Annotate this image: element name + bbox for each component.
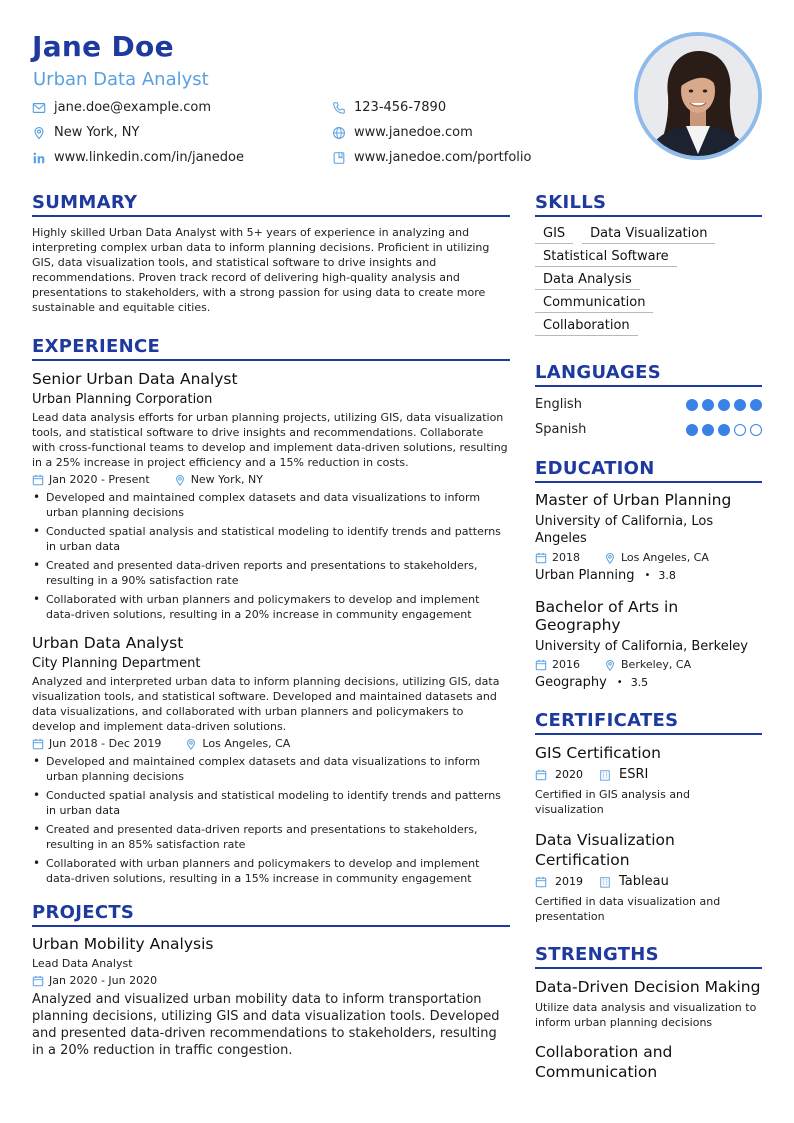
gpa-row xyxy=(535,675,762,690)
job-location: Los Angeles, CA xyxy=(202,737,291,750)
candidate-name: Jane Doe xyxy=(32,30,174,63)
proficiency-dot-empty xyxy=(750,424,762,436)
job-location: New York, NY xyxy=(190,473,263,486)
gpa-value: 3.8 xyxy=(658,569,676,582)
list-item: • Created and presented data-driven reports and presentations to stakeholders, resulting in an 85% satisfaction rate xyxy=(32,822,510,852)
skills-heading: SKILLS xyxy=(535,192,762,217)
calendar-icon xyxy=(32,738,44,750)
job-title: Senior Urban Data Analyst xyxy=(32,370,238,388)
left-column xyxy=(32,192,510,1059)
proficiency-dot-filled xyxy=(718,399,730,411)
project-role: Lead Data Analyst xyxy=(32,957,133,970)
field-of-study: Urban Planning xyxy=(535,568,635,583)
strengths-heading: STRENGTHS xyxy=(535,944,762,969)
summary-section xyxy=(32,192,510,315)
skill-tag: Data Visualization xyxy=(582,225,715,244)
proficiency-dot-filled xyxy=(702,424,714,436)
contact-portfolio[interactable] xyxy=(332,150,532,165)
phone-icon xyxy=(332,101,346,115)
projects-heading: PROJECTS xyxy=(32,902,510,927)
certificates-heading: CERTIFICATES xyxy=(535,710,762,735)
contact-email[interactable] xyxy=(32,100,211,115)
calendar-icon xyxy=(535,769,547,781)
portrait-image xyxy=(638,36,758,156)
certificate-year: 2020 xyxy=(555,768,583,781)
proficiency-dot-empty xyxy=(734,424,746,436)
linkedin-text: www.linkedin.com/in/janedoe xyxy=(54,150,244,165)
education-entry xyxy=(535,491,762,583)
proficiency-dot-filled xyxy=(702,399,714,411)
list-item: • Created and presented data-driven reports and presentations to stakeholders, resulting in a 90% satisfaction rate xyxy=(32,558,510,588)
strength-entry xyxy=(535,1042,762,1082)
list-item: • Conducted spatial analysis and statistical modeling to identify trends and patterns in urban data xyxy=(32,524,510,554)
education-section xyxy=(535,458,762,690)
right-column xyxy=(535,192,762,1082)
skill-tag: Statistical Software xyxy=(535,248,677,267)
bookmark-icon xyxy=(332,151,346,165)
map-pin-icon xyxy=(604,552,616,564)
certificate-issuer: ESRI xyxy=(619,767,649,782)
phone-text: 123-456-7890 xyxy=(354,100,447,115)
proficiency-dot-filled xyxy=(718,424,730,436)
map-pin-icon xyxy=(604,659,616,671)
graduation-year: 2016 xyxy=(552,658,580,671)
proficiency-dots xyxy=(686,424,762,436)
list-item: • Developed and maintained complex datasets and data visualizations to inform urban planning decisions xyxy=(32,754,510,784)
job-description: Analyzed and interpreted urban data to inform planning decisions, utilizing GIS, data visualization tools, and statistical software. Developed and maintained datasets and data visualizations, and collaborated with urban planners and policymakers to develop and implement data-driven solutions. xyxy=(32,675,500,733)
certificates-section xyxy=(535,710,762,924)
calendar-icon xyxy=(535,659,547,671)
gpa-value: 3.5 xyxy=(630,676,649,689)
job-dates: Jun 2018 - Dec 2019 xyxy=(49,737,162,750)
envelope-icon xyxy=(32,101,46,115)
language-name: English xyxy=(535,397,582,412)
list-item: • Developed and maintained complex datasets and data visualizations to inform urban planning decisions xyxy=(32,490,510,520)
calendar-icon xyxy=(535,876,547,888)
location-text: New York, NY xyxy=(54,125,140,140)
portfolio-text: www.janedoe.com/portfolio xyxy=(354,150,532,165)
contact-location xyxy=(32,125,139,140)
map-pin-icon xyxy=(32,126,46,140)
skill-tag: Collaboration xyxy=(535,317,638,336)
email-text: jane.doe@example.com xyxy=(54,100,212,115)
certificate-entry xyxy=(535,830,762,924)
project-dates: Jan 2020 - Jun 2020 xyxy=(49,974,158,987)
skills-section xyxy=(535,192,762,340)
certificate-name: Data Visualization Certification xyxy=(535,831,675,869)
experience-entry xyxy=(32,370,510,622)
job-bullets xyxy=(32,490,510,622)
graduation-year: 2018 xyxy=(552,551,580,564)
degree-name: Bachelor of Arts in Geography xyxy=(535,598,679,634)
job-company: City Planning Department xyxy=(32,656,201,671)
profile-photo xyxy=(634,32,762,160)
project-description: Analyzed and visualized urban mobility data to inform transportation planning decisions, utilizing GIS and data visualization tools. Developed and presented data-driven recommendations to stakeholders, resulting in a 20% reduction in traffic congestion. xyxy=(32,992,500,1058)
calendar-icon xyxy=(535,552,547,564)
languages-list xyxy=(535,392,762,442)
list-item: • Conducted spatial analysis and statistical modeling to identify trends and patterns in urban data xyxy=(32,788,510,818)
job-title: Urban Data Analyst xyxy=(32,634,184,652)
linkedin-icon xyxy=(32,151,46,165)
strength-name: Data-Driven Decision Making xyxy=(535,978,761,996)
proficiency-dot-filled xyxy=(686,399,698,411)
job-description: Lead data analysis efforts for urban planning projects, utilizing GIS, data visualization tools, and statistical software to drive insights and recommendations. Collaborate with cross-functional teams to develop and implement data-driven solutions, resulting in a 25% increase in project efficiency and a 15% reduction in costs. xyxy=(32,411,508,469)
list-item: • Collaborated with urban planners and policymakers to develop and implement data-driven solutions, resulting in a 15% increase in community engagement xyxy=(32,856,510,886)
certificate-meta xyxy=(535,767,762,782)
certificate-name: GIS Certification xyxy=(535,744,661,762)
resume-header xyxy=(32,30,772,170)
projects-section xyxy=(32,902,510,1059)
education-meta xyxy=(535,658,762,671)
school-location: Los Angeles, CA xyxy=(621,551,709,564)
summary-heading: SUMMARY xyxy=(32,192,510,217)
language-row xyxy=(535,392,762,417)
building-icon xyxy=(599,769,611,781)
contact-website[interactable] xyxy=(332,125,473,140)
certificate-meta xyxy=(535,874,762,889)
contact-linkedin[interactable] xyxy=(32,150,244,165)
building-icon xyxy=(599,876,611,888)
certificate-description: Certified in data visualization and presentation xyxy=(535,895,721,923)
map-pin-icon xyxy=(174,474,186,486)
proficiency-dot-filled xyxy=(686,424,698,436)
project-meta xyxy=(32,974,510,987)
strengths-section xyxy=(535,944,762,1082)
job-meta xyxy=(32,737,510,750)
website-text: www.janedoe.com xyxy=(354,125,473,140)
globe-icon xyxy=(332,126,346,140)
certificate-issuer: Tableau xyxy=(619,874,669,889)
experience-entry xyxy=(32,634,510,886)
gpa-row xyxy=(535,568,762,583)
degree-name: Master of Urban Planning xyxy=(535,491,732,509)
certificate-description: Certified in GIS analysis and visualization xyxy=(535,788,691,816)
job-meta xyxy=(32,473,510,486)
skill-tag: GIS xyxy=(535,225,573,244)
skill-tag: Data Analysis xyxy=(535,271,640,290)
school-name: University of California, Berkeley xyxy=(535,639,748,654)
proficiency-dot-filled xyxy=(734,399,746,411)
certificate-entry xyxy=(535,743,762,817)
experience-section xyxy=(32,336,510,886)
candidate-title: Urban Data Analyst xyxy=(33,69,209,90)
strength-name: Collaboration and Communication xyxy=(535,1043,673,1081)
project-name: Urban Mobility Analysis xyxy=(32,935,214,953)
summary-text: Highly skilled Urban Data Analyst with 5+ years of experience in analyzing and interpreting complex urban data to inform planning decisions. Proficient in utilizing GIS, data visualization tools, and statistical software to drive insights and recommendations. Proven track record of delivering high-quality analysis and presentations to stakeholders, with a strong passion for using data to create more sustainable and equitable cities. xyxy=(32,226,490,314)
school-location: Berkeley, CA xyxy=(621,658,692,671)
certificate-year: 2019 xyxy=(555,875,583,888)
separator-dot: • xyxy=(644,570,651,581)
languages-heading: LANGUAGES xyxy=(535,362,762,387)
languages-section xyxy=(535,362,762,442)
experience-heading: EXPERIENCE xyxy=(32,336,510,361)
calendar-icon xyxy=(32,975,44,987)
strength-entry xyxy=(535,977,762,1030)
language-name: Spanish xyxy=(535,422,587,437)
calendar-icon xyxy=(32,474,44,486)
strength-description: Utilize data analysis and visualization to inform urban planning decisions xyxy=(535,1001,757,1029)
education-meta xyxy=(535,551,762,564)
proficiency-dot-filled xyxy=(750,399,762,411)
project-entry xyxy=(32,935,510,1059)
education-heading: EDUCATION xyxy=(535,458,762,483)
skill-tag: Communication xyxy=(535,294,653,313)
education-entry xyxy=(535,598,762,690)
job-dates: Jan 2020 - Present xyxy=(49,473,150,486)
list-item: • Collaborated with urban planners and policymakers to develop and implement data-driven solutions, resulting in a 20% increase in community engagement xyxy=(32,592,510,622)
language-row xyxy=(535,417,762,442)
job-company: Urban Planning Corporation xyxy=(32,392,213,407)
job-bullets xyxy=(32,754,510,886)
separator-dot: • xyxy=(616,677,623,688)
skills-list xyxy=(535,225,762,340)
school-name: University of California, Los Angeles xyxy=(535,514,714,546)
field-of-study: Geography xyxy=(535,675,607,690)
proficiency-dots xyxy=(686,399,762,411)
contact-phone[interactable] xyxy=(332,100,446,115)
map-pin-icon xyxy=(185,738,197,750)
